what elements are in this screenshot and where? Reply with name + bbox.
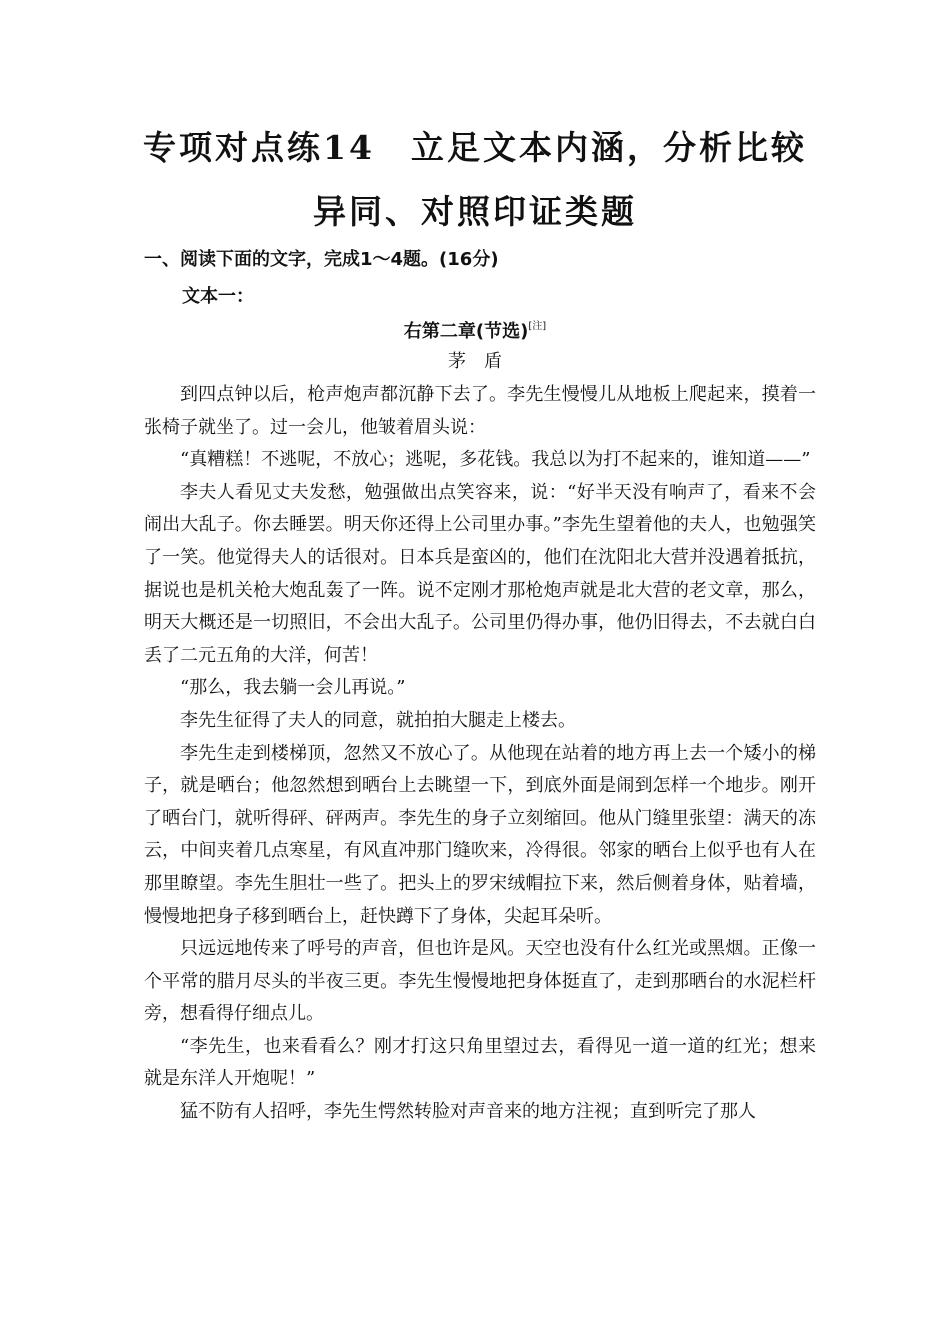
article-body: [144, 379, 816, 1129]
text-label: 文本一：: [182, 286, 254, 307]
author-char-1: 茅: [448, 351, 466, 372]
paragraph: “真糟糕！不逃呢，不放心；逃呢，多花钱。我总以为打不起来的，谁知道——”: [180, 449, 811, 471]
paragraph: “那么，我去躺一会儿再说。”: [180, 677, 406, 699]
question-intro: 一、阅读下面的文字，完成1～4题。(16分): [144, 249, 499, 270]
paragraph: 李先生征得了夫人的同意，就拍拍大腿走上楼去。: [180, 709, 576, 731]
excerpt-title-text: 右第二章(节选): [403, 321, 529, 342]
author-char-2: 盾: [484, 351, 502, 372]
paragraph: 只远远地传来了呼号的声音，但也许是风。天空也没有什么红光或黑烟。正像一个平常的腊月尽头的半夜三更。李先生慢慢地把身体挺直了，走到那晒台的水泥栏杆旁，想看得仔细点儿。: [144, 938, 816, 1025]
excerpt-author: [0, 348, 950, 376]
paragraph: 猛不防有人招呼，李先生愕然转脸对声音来的地方注视；直到听完了那人: [180, 1101, 756, 1123]
paragraph: “李先生，也来看看么？刚才打这只角里望过去，看得见一道一道的红光；想来就是东洋人开炮呢！”: [144, 1035, 816, 1090]
excerpt-title: [0, 313, 950, 346]
page-title-line-1: 专项对点练14 立足文本内涵，分析比较: [143, 128, 807, 167]
page-title-line-2: 异同、对照印证类题: [313, 192, 637, 231]
paragraph: 李夫人看见丈夫发愁，勉强做出点笑容来，说：“好半天没有响声了，看来不会闹出大乱子。你去睡罢。明天你还得上公司里办事。”李先生望着他的夫人，也勉强笑了一笑。他觉得夫人的话很对。日本兵是蛮凶的，他们在沈阳北大营并没遇着抵抗，据说也是机关枪大炮乱轰了一阵。说不定刚才那枪炮声就是北大营的老文章，那么，明天大概还是一切照旧，不会出大乱子。公司里仍得办事，他仍旧得去，不去就白白丢了二元五角的大洋，何苦！: [144, 481, 816, 666]
footnote-mark: [注]: [528, 321, 547, 332]
paragraph: 李先生走到楼梯顶，忽然又不放心了。从他现在站着的地方再上去一个矮小的梯子，就是晒台；他忽然想到晒台上去眺望一下，到底外面是闹到怎样一个地步。刚开了晒台门，就听得砰、砰两声。李先生的身子立刻缩回。他从门缝里张望：满天的冻云，中间夹着几点寒星，有风直冲那门缝吹来，冷得很。邻家的晒台上似乎也有人在那里瞭望。李先生胆壮一些了。把头上的罗宋绒帽拉下来，然后侧着身体，贴着墙，慢慢地把身子移到晒台上，赶快蹲下了身体，尖起耳朵听。: [144, 742, 816, 927]
paragraph: 到四点钟以后，枪声炮声都沉静下去了。李先生慢慢儿从地板上爬起来，摸着一张椅子就坐了。过一会儿，他皱着眉头说：: [144, 384, 816, 438]
